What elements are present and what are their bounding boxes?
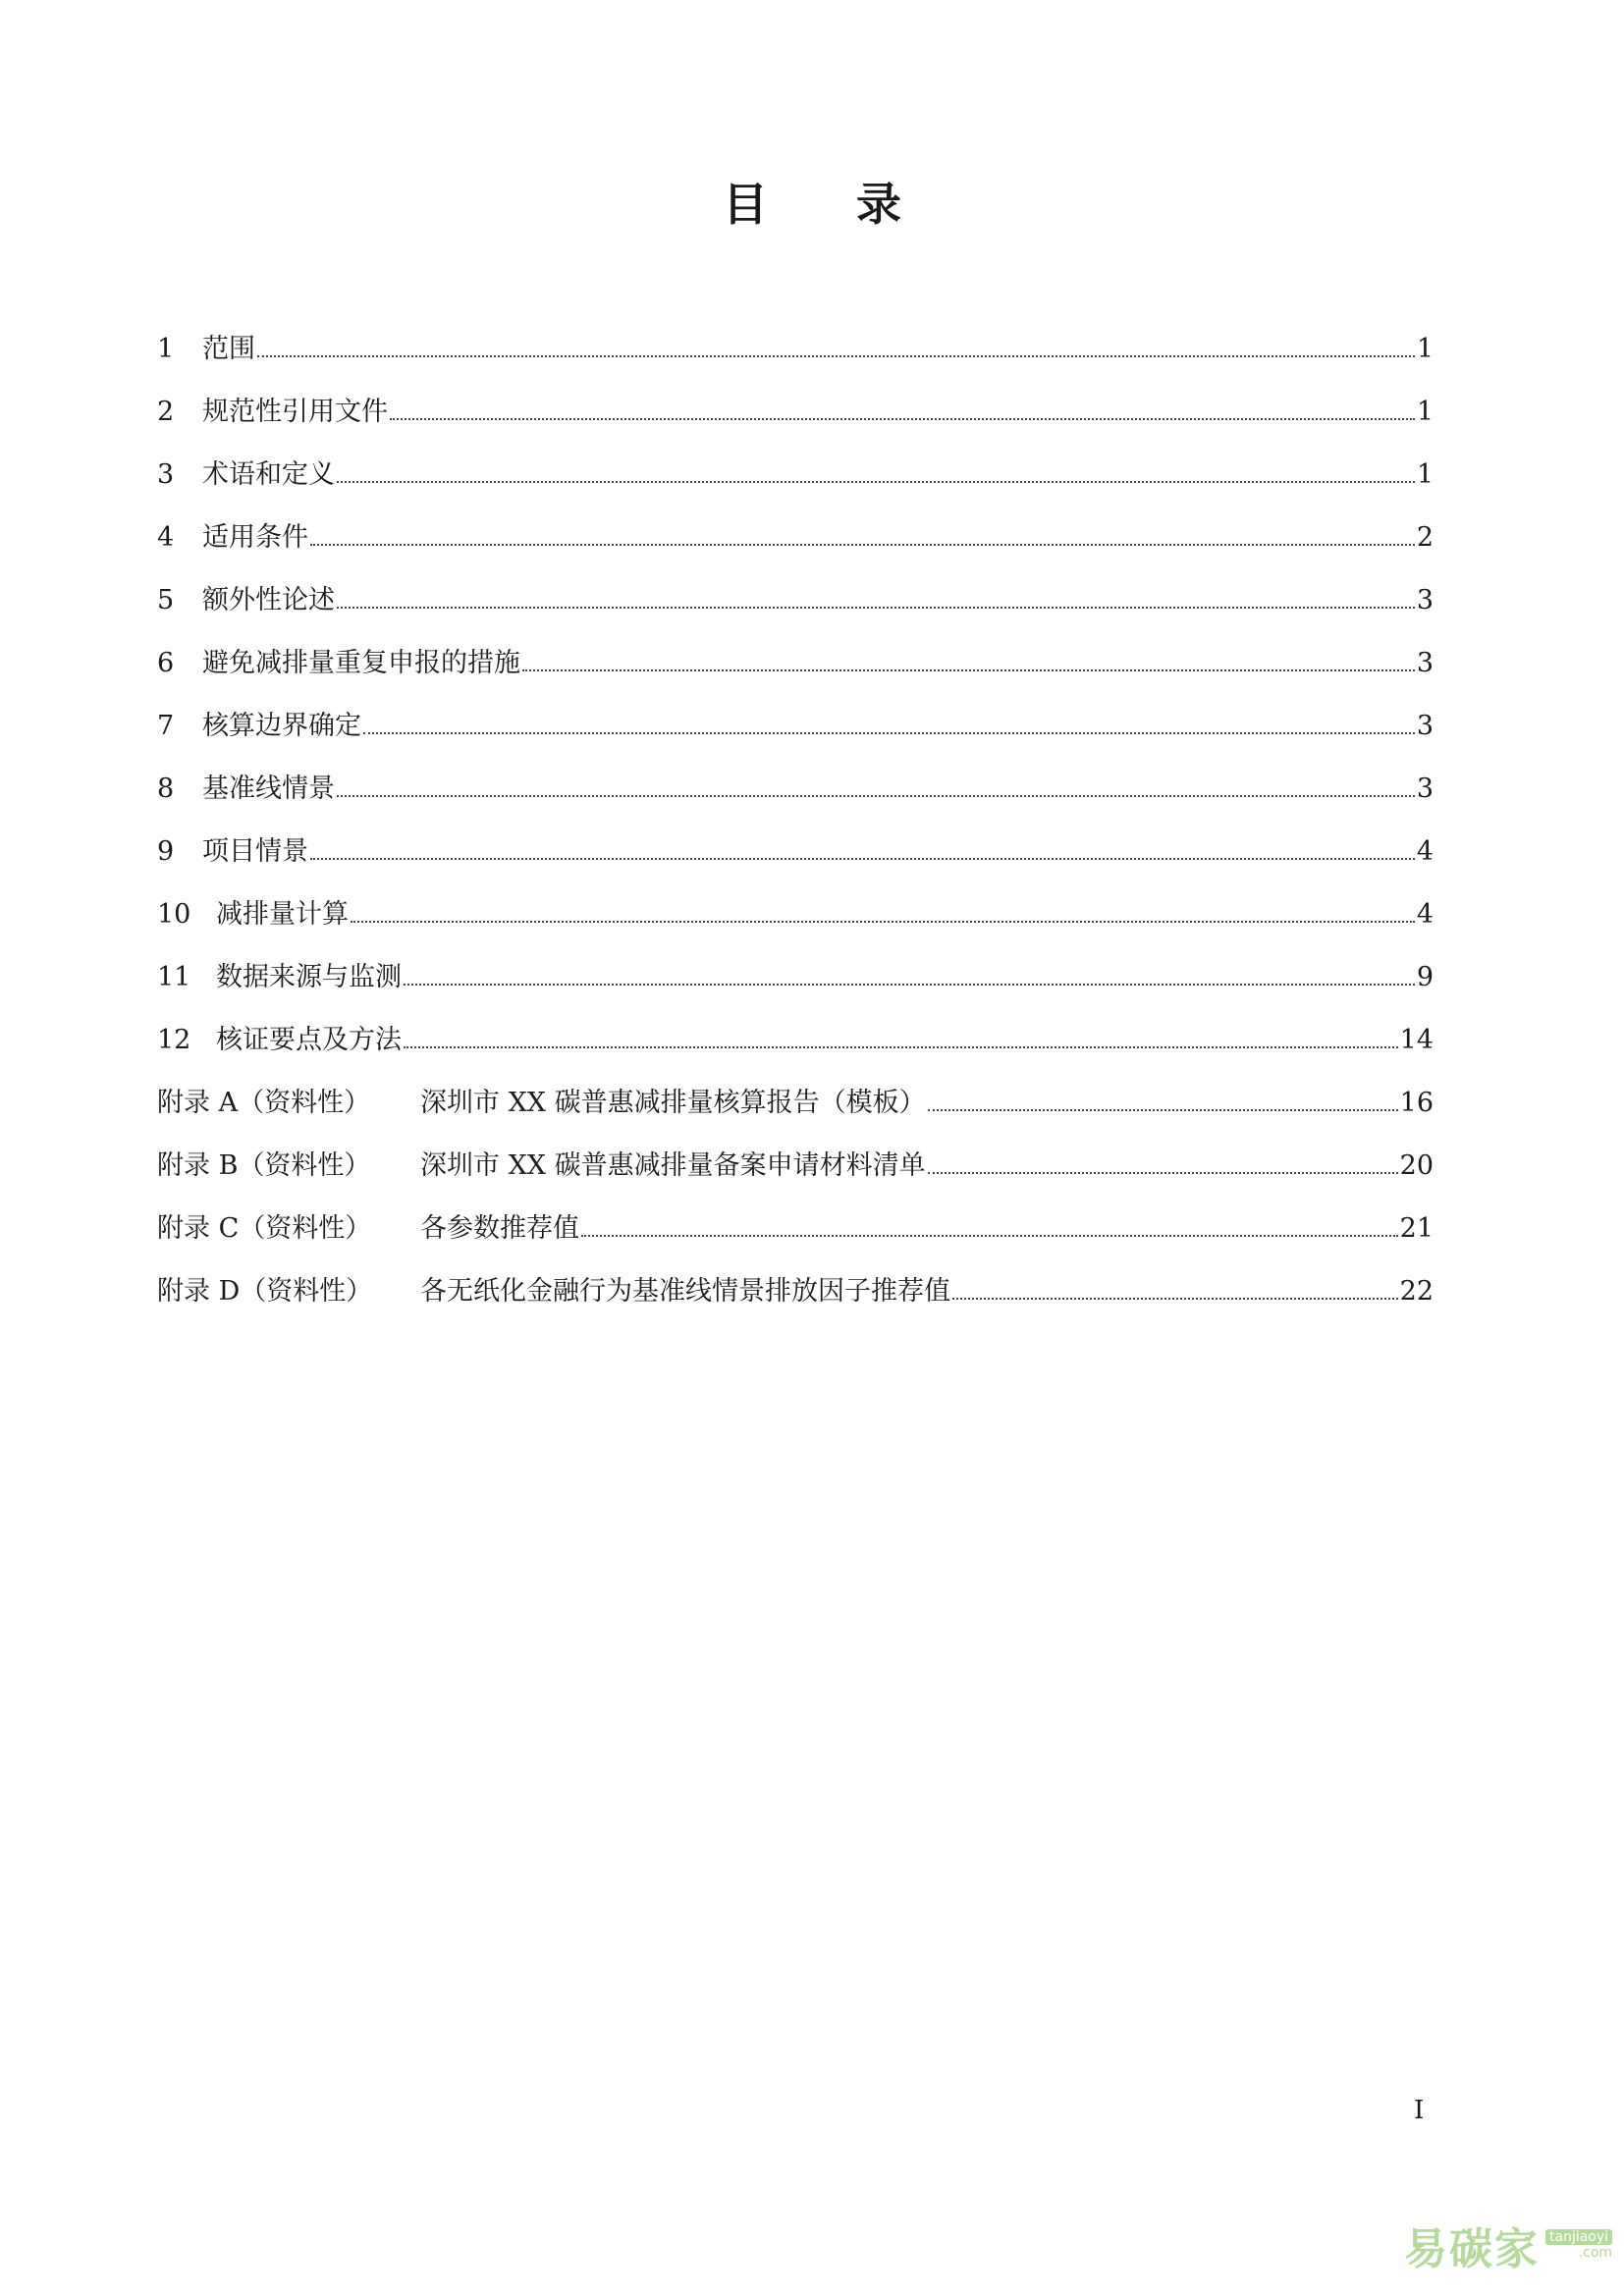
- toc-entry-6[interactable]: [157, 644, 1434, 707]
- watermark-domain-bottom: .com: [1578, 2245, 1613, 2261]
- toc-number: 6: [157, 648, 175, 678]
- dot-leader: [928, 1171, 1398, 1174]
- toc-entry-4[interactable]: [157, 518, 1434, 581]
- toc-entry-7[interactable]: [157, 707, 1434, 770]
- dot-leader: [257, 354, 1415, 357]
- toc-label: 避免减排量重复申报的措施: [202, 648, 520, 678]
- toc-page-number: 22: [1399, 1276, 1434, 1307]
- dot-leader: [310, 857, 1415, 860]
- toc-page-number: 1: [1416, 334, 1434, 364]
- site-watermark: [1404, 2214, 1612, 2276]
- toc-entry-10[interactable]: [157, 895, 1434, 958]
- toc-entry-9[interactable]: [157, 832, 1434, 895]
- toc-page-number: 1: [1416, 459, 1434, 490]
- toc-page-number: 16: [1399, 1088, 1434, 1118]
- toc-label: 核算边界确定: [202, 711, 361, 741]
- toc-number: 附录 A（资料性）: [157, 1088, 371, 1118]
- toc-label: 规范性引用文件: [202, 397, 388, 427]
- toc-label: 各无纸化金融行为基准线情景排放因子推荐值: [420, 1276, 950, 1307]
- toc-page-number: 1: [1416, 397, 1434, 427]
- toc-label: 减排量计算: [216, 899, 349, 930]
- toc-label: 核证要点及方法: [216, 1025, 402, 1055]
- page-number-footer: I: [1414, 2096, 1425, 2125]
- toc-page-number: 14: [1399, 1025, 1434, 1055]
- dot-leader: [952, 1297, 1398, 1300]
- dot-leader: [351, 920, 1415, 923]
- toc-number: 7: [157, 711, 175, 741]
- toc-number: 11: [157, 962, 191, 992]
- watermark-domain: [1545, 2229, 1612, 2261]
- toc-page-number: 3: [1416, 711, 1434, 741]
- dot-leader: [404, 1045, 1398, 1048]
- toc-entry-12[interactable]: [157, 1021, 1434, 1084]
- toc-label: 术语和定义: [202, 459, 335, 490]
- dot-leader: [390, 417, 1415, 420]
- toc-number: 10: [157, 899, 191, 930]
- toc-entry-appendix-c[interactable]: [157, 1209, 1434, 1272]
- dot-leader: [337, 794, 1415, 797]
- dot-leader: [310, 543, 1415, 546]
- toc-page-number: 9: [1416, 962, 1434, 992]
- dot-leader: [337, 606, 1415, 609]
- toc-entry-3[interactable]: [157, 455, 1434, 518]
- toc-number: 附录 D（资料性）: [157, 1276, 373, 1307]
- toc-label: 范围: [202, 334, 255, 364]
- toc-label: 各参数推荐值: [420, 1213, 579, 1244]
- toc-page-number: 4: [1416, 899, 1434, 930]
- toc-page-number: 4: [1416, 836, 1434, 867]
- toc-page-number: 3: [1416, 585, 1434, 615]
- toc-entry-appendix-b[interactable]: [157, 1147, 1434, 1209]
- toc-entry-1[interactable]: [157, 330, 1434, 393]
- toc-page-number: 20: [1399, 1150, 1434, 1181]
- toc-label: 项目情景: [202, 836, 308, 867]
- toc-number: 8: [157, 774, 175, 804]
- toc-label: 数据来源与监测: [216, 962, 402, 992]
- dot-leader: [522, 668, 1415, 671]
- dot-leader: [404, 983, 1415, 986]
- dot-leader: [363, 731, 1415, 734]
- toc-number: 2: [157, 397, 175, 427]
- watermark-domain-top: tanjiaoyi: [1545, 2229, 1612, 2245]
- toc-number: 4: [157, 522, 175, 553]
- toc-number: 5: [157, 585, 175, 615]
- dot-leader: [581, 1234, 1398, 1237]
- toc-entry-appendix-a[interactable]: [157, 1084, 1434, 1147]
- watermark-logo-text: 易碳家: [1404, 2224, 1540, 2274]
- dot-leader: [337, 480, 1415, 483]
- toc-label: 适用条件: [202, 522, 308, 553]
- toc-number: 附录 C（资料性）: [157, 1213, 372, 1244]
- toc-page-number: 3: [1416, 774, 1434, 804]
- toc-page-number: 3: [1416, 648, 1434, 678]
- toc-label: 额外性论述: [202, 585, 335, 615]
- toc-page-number: 2: [1416, 522, 1434, 553]
- toc-entry-8[interactable]: [157, 770, 1434, 832]
- page-title: 目录: [723, 178, 990, 231]
- dot-leader: [928, 1108, 1398, 1111]
- toc-entry-5[interactable]: [157, 581, 1434, 644]
- toc-label: 深圳市 XX 碳普惠减排量备案申请材料清单: [420, 1150, 926, 1181]
- table-of-contents: [157, 330, 1434, 1335]
- toc-number: 12: [157, 1025, 191, 1055]
- toc-number: 9: [157, 836, 175, 867]
- toc-entry-11[interactable]: [157, 958, 1434, 1021]
- toc-number: 1: [157, 334, 175, 364]
- toc-page-number: 21: [1399, 1213, 1434, 1244]
- toc-label: 深圳市 XX 碳普惠减排量核算报告（模板）: [420, 1088, 926, 1118]
- toc-number: 3: [157, 459, 175, 490]
- toc-number: 附录 B（资料性）: [157, 1150, 371, 1181]
- toc-entry-2[interactable]: [157, 393, 1434, 455]
- toc-label: 基准线情景: [202, 774, 335, 804]
- toc-entry-appendix-d[interactable]: [157, 1272, 1434, 1335]
